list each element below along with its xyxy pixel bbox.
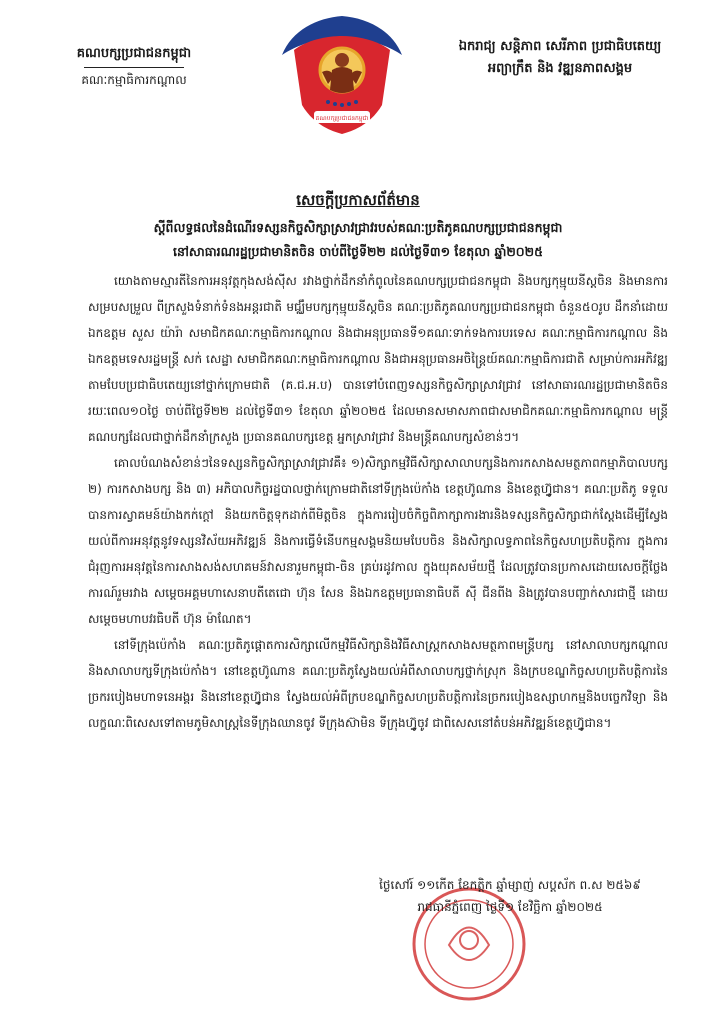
committee-name: គណៈកម្មាធិការកណ្តាល [81, 73, 187, 87]
body-paragraph-1: យោងតាមស្មារតីនៃការអនុវត្តកុងសង់ស៊ីស រវាងថ្នាក់ដឹកនាំកំពូលនៃគណបក្សប្រជាជនកម្ពុជា និងបក្សកុម្មុយនីស្តចិន និងមានការសម្របសម្រួល ពីក្រសួងទំនាក់ទំនងអន្តរជាតិ មជ្ឈឹមបក្សកុម្មុយនីស្តចិន គណៈប្រតិភូគណបក្សប្រជាជនកម្ពុជា ចំនួន៥០រូប ដឹកនាំដោយ ឯកឧត្តម សួស យ៉ារ៉ា សមាជិកគណៈកម្មាធិការកណ្តាល និងជាអនុប្រធានទី១គណៈទាក់ទងការបរទេស គណៈកម្មាធិការកណ្តាល និងឯកឧត្តមទេសរដ្ឋមន្ត្រី សក់ សេដ្ឋា សមាជិកគណៈកម្មាធិការកណ្តាល និងជាអនុប្រធានអចិន្ត្រៃយ៍គណៈកម្មាធិការជាតិ សម្រាប់ការអភិវឌ្ឍតាមបែបប្រជាធិបតេយ្យនៅថ្នាក់ក្រោមជាតិ (គ.ជ.អ.ប) បានទៅបំពេញទស្សនកិច្ចសិក្សាស្រាវជ្រាវ នៅសាធារណរដ្ឋប្រជាមានិតចិន រយៈពេល១០ថ្ងៃ ចាប់ពីថ្ងៃទី២២ ដល់ថ្ងៃទី៣១ ខែតុលា ឆ្នាំ២០២៥ ដែលមានសមាសភាពជាសមាជិកគណៈកម្មាធិការកណ្តាល មន្ត្រីគណបក្សដែលជាថ្នាក់ដឹកនាំក្រសួង ប្រធានគណបក្សខេត្ត អ្នកស្រាវជ្រាវ និងមន្ត្រីគណបក្សសំខាន់ៗ។ [88, 274, 668, 444]
document-title-block [40, 188, 676, 264]
document-body [88, 268, 668, 736]
party-logo [262, 10, 422, 145]
document-title: សេចក្តីប្រកាសព័ត៌មាន [296, 191, 420, 209]
solar-date: រាជធានីភ្នំពេញ ថ្ងៃទី១ ខែវិច្ឆិកា ឆ្នាំ២០២៥ [417, 900, 603, 914]
document-subtitle-line-2: នៅសាធារណរដ្ឋប្រជាមានិតចិន ចាប់ពីថ្ងៃទី២២ ដល់ថ្ងៃទី៣១ ខែតុលា ឆ្នាំ២០២៥ [173, 244, 543, 259]
body-paragraph-3: នៅទីក្រុងប៉េកាំង គណៈប្រតិភូផ្តោតការសិក្សាលើកម្មវិធីសិក្សានិងវិធីសាស្ត្រកសាងសមត្ថភាពមន្ត្រីបក្ស នៅសាលាបក្សកណ្តាល និងសាលាបក្សទីក្រុងប៉េកាំង។ នៅខេត្តហ៊ូណាន គណៈប្រតិភូស្វែងយល់អំពីសាលាបក្សថ្នាក់ស្រុក និងក្របខណ្ឌកិច្ចសហប្រតិបត្តិការនៃច្រករបៀងមហាទនេអង្គរ និងនៅខេត្តហ្វ៊ូជាន ស្វែងយល់អំពីក្របខណ្ឌកិច្ចសហប្រតិបត្តិការនៃច្រករបៀងឧស្សាហកម្មនិងបច្ចេកវិទ្យា និងលក្ខណៈពិសេសទៅតាមភូមិសាស្ត្រនៃទីក្រុងឈានចូវ ទីក្រុងស៊ាមិន ទីក្រុងហ្វ៊ូចូវ ជាពិសេសនៅតំបន់អភិវឌ្ឍន៍ខេត្តហ្វ៊ូជាន។ [88, 638, 668, 730]
signature-block [330, 874, 690, 918]
header-divider [84, 67, 184, 68]
lunar-date: ថ្ងៃសៅរ៍ ១១កើត ខែកត្តិក ឆ្នាំម្សាញ់ សប្តស័ក ព.ស ២៥៦៩ [379, 878, 641, 892]
national-motto [430, 36, 690, 80]
party-name: គណបក្សប្រជាជនកម្ពុជា [76, 46, 192, 61]
party-header [34, 44, 234, 89]
logo-ribbon-text: គណបក្សប្រជាជនកម្ពុជា [315, 115, 369, 122]
motto-line-1: ឯករាជ្យ សន្តិភាព សេរីភាព ប្រជាធិបតេយ្យ [458, 39, 662, 54]
document-subtitle-line-1: ស្តីពីលទ្ធផលនៃដំណើរទស្សនកិច្ចសិក្សាស្រាវជ្រាវរបស់គណៈប្រតិភូគណបក្សប្រជាជនកម្ពុជា [153, 220, 563, 235]
motto-line-2: អព្យាក្រឹត និង វឌ្ឍនភាពសង្គម [487, 61, 633, 76]
body-paragraph-2: គោលបំណងសំខាន់ៗនៃទស្សនកិច្ចសិក្សាស្រាវជ្រាវគឺ៖ ១)សិក្សាកម្មវិធីសិក្សាសាលាបក្សនិងការកសាងសមត្ថភាពកម្មាភិបាលបក្ស ២) ការកសាងបក្ស និង ៣) អភិបាលកិច្ចរដ្ឋបាលថ្នាក់ក្រោមជាតិនៅទីក្រុងប៉េកាំង ខេត្តហ៊ូណាន និងខេត្តហ្វ៊ូជាន។ គណៈប្រតិភូ ទទួលបានការស្វាគមន៍យ៉ាងកក់ក្តៅ និងយកចិត្តទុកដាក់ពីមិត្តចិន ក្នុងការរៀបចំកិច្ចពិភាក្សាការងារនិងទស្សនកិច្ចសិក្សាជាក់ស្តែងដើម្បីស្វែងយល់ពីការអនុវត្តនូវទស្សនវិស័យអភិវឌ្ឍន៍ និងការធ្វើទំនើបកម្មសង្គមនិយមបែបចិន និងសិក្សាលទ្ធភាពនៃកិច្ចសហប្រតិបត្តិការ ក្នុងការជំរុញការអនុវត្តនៃការសាងសង់សហគមន៍វាសនារួមកម្ពុជា-ចិន គ្រប់រដូវកាល ក្នុងយុគសម័យថ្មី ដែលត្រូវបានប្រកាសដោយសេចក្តីថ្លែងការណ៍រួមរវាង សម្តេចអគ្គមហាសេនាបតីតេជោ ហ៊ុន សែន និងឯកឧត្តមប្រធានាធិបតី ស៊ី ជីនពីង និងត្រូវបានបញ្ជាក់សារជាថ្មី ដោយ សម្តេចមហាបវរធិបតី ហ៊ុន ម៉ាណែត។ [88, 456, 668, 626]
